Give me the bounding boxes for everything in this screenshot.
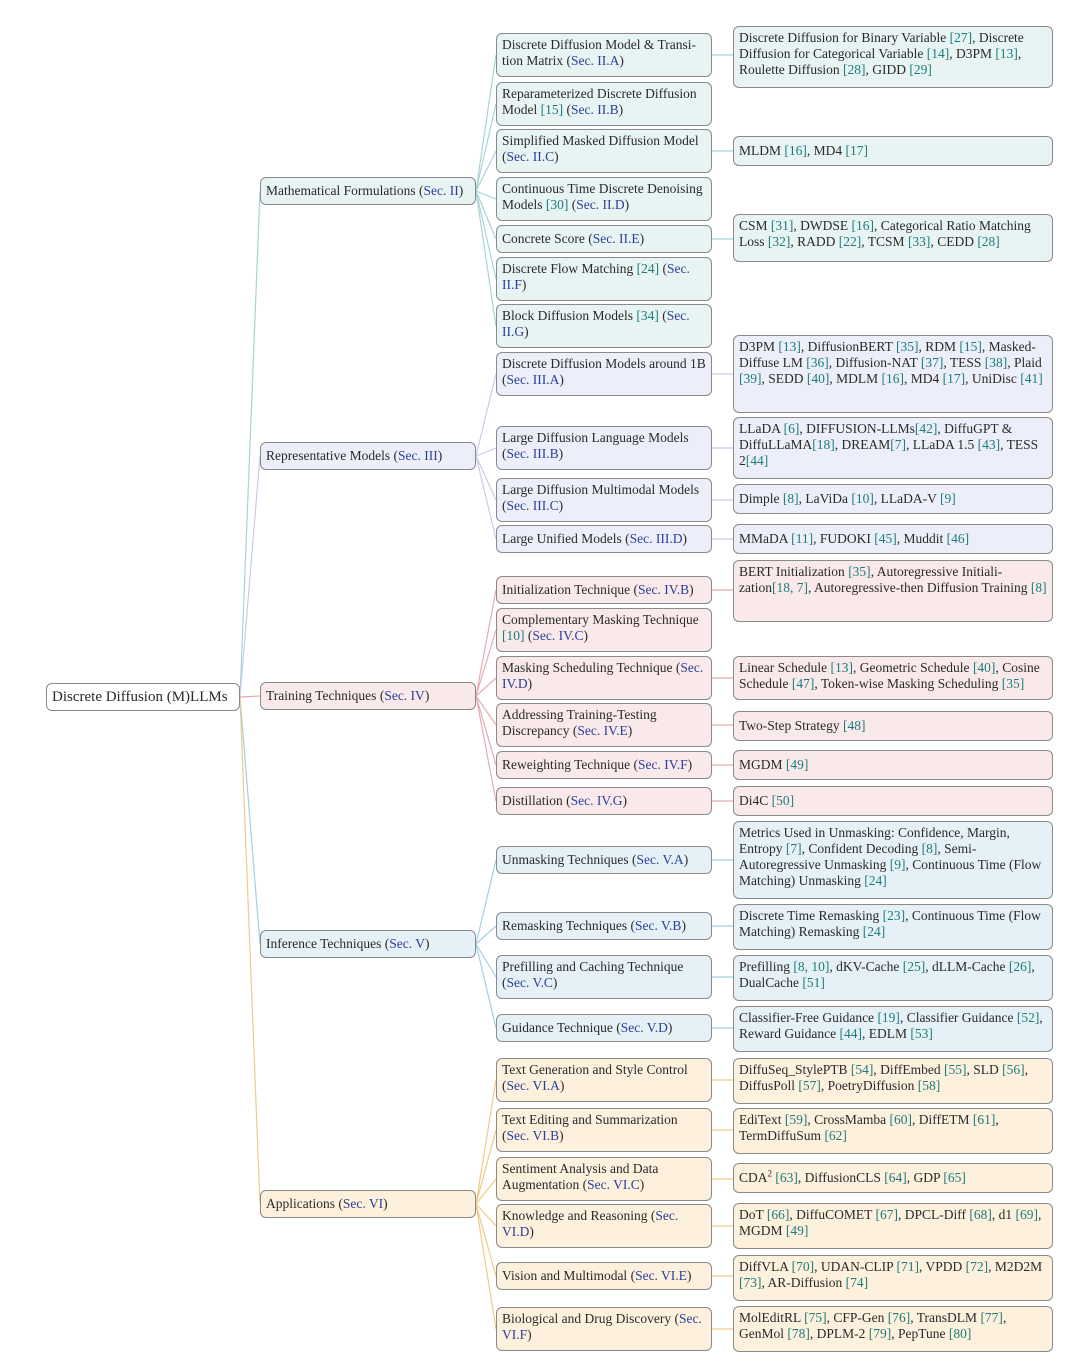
tree-edge (476, 456, 496, 500)
subcategory-app-2: Sentiment Analysis and Data Augmentation (Sec. VI.C) (496, 1157, 712, 1201)
leaf-app-4 (733, 1255, 1053, 1301)
subcategory-train-3: Addressing Training-Testing Discrepancy (Sec. IV.E) (496, 703, 712, 747)
node-label: Continuous Time Discrete Denoising Models [30] (502, 181, 703, 212)
subcategory-math-3: Continuous Time Discrete Denoising Models [30] (Sec. II.D) (496, 177, 712, 221)
root-node (46, 683, 240, 711)
leaf-inf-2 (733, 955, 1053, 1001)
tree-edge (240, 696, 260, 697)
section-ref: Sec. IV.F (638, 757, 688, 772)
tree-edge (240, 191, 260, 697)
section-ref: Sec. II.D (576, 197, 625, 212)
section-ref: Sec. IV.D (502, 660, 704, 691)
node-label: Text Editing and Summarization (502, 1112, 678, 1127)
leaf-rep-0 (733, 335, 1053, 413)
section-ref: Sec. III.C (506, 498, 559, 513)
subcategory-inf-2: Prefilling and Caching Technique (Sec. V.C) (496, 955, 712, 999)
node-label: Initialization Technique (502, 582, 631, 597)
section-ref: Sec. V (389, 936, 425, 951)
subcategory-rep-3: Large Unified Models (Sec. III.D) (496, 525, 712, 553)
subcategory-rep-1: Large Diffusion Language Models (Sec. III.B) (496, 426, 712, 470)
subcategory-app-0: Text Generation and Style Control (Sec. VI.A) (496, 1058, 712, 1102)
node-label: Discrete Diffusion Model & Transi-tion Matrix (502, 37, 696, 68)
leaf-train-0 (733, 560, 1053, 622)
tree-edge (476, 191, 496, 279)
subcategory-train-5: Distillation (Sec. IV.G) (496, 787, 712, 815)
subcategory-app-4: Vision and Multimodal (Sec. VI.E) (496, 1262, 712, 1290)
node-label: Mathematical Formulations (266, 183, 416, 198)
node-label: Block Diffusion Models [34] (502, 308, 659, 323)
node-label: Guidance Technique (502, 1020, 613, 1035)
category-math: Mathematical Formulations (Sec. II) (260, 177, 476, 205)
tree-edge (476, 944, 496, 1028)
section-ref: Sec. VI.D (502, 1208, 679, 1239)
node-label: Large Unified Models (502, 531, 622, 546)
leaf-train-2 (733, 656, 1053, 700)
leaf-text: LLaDA [6], DIFFUSION-LLMs[42], DiffuGPT & DiffuLLaMA[18], DREAM[7], LLaDA 1.5 [43], TESS 2[44] (739, 421, 1039, 468)
node-label: Distillation (502, 793, 563, 808)
node-label: Complementary Masking Technique [10] (502, 612, 699, 643)
leaf-text: MMaDA [11], FUDOKI [45], Muddit [46] (739, 531, 970, 546)
subcategory-train-2: Masking Scheduling Technique (Sec. IV.D) (496, 656, 712, 700)
section-ref: Sec. II (423, 183, 459, 198)
leaf-train-3 (733, 711, 1053, 741)
section-ref: Sec. II.F (502, 261, 690, 292)
subcategory-train-1: Complementary Masking Technique [10] (Sec. IV.C) (496, 608, 712, 652)
subcategory-math-4: Concrete Score (Sec. II.E) (496, 225, 712, 253)
section-ref: Sec. V.C (506, 975, 553, 990)
subcategory-math-1: Reparameterized Discrete Diffusion Model [15] (Sec. II.B) (496, 82, 712, 126)
category-rep: Representative Models (Sec. III) (260, 442, 476, 470)
tree-edge (476, 926, 496, 944)
subcategory-rep-2: Large Diffusion Multimodal Models (Sec. III.C) (496, 478, 712, 522)
section-ref: Sec. IV.C (532, 628, 584, 643)
leaf-text: MLDM [16], MD4 [17] (739, 143, 869, 158)
node-label: Vision and Multimodal (502, 1268, 628, 1283)
subcategory-inf-1: Remasking Techniques (Sec. V.B) (496, 912, 712, 940)
section-ref: Sec. V.A (636, 852, 684, 867)
section-ref: Sec. III.D (629, 531, 683, 546)
section-ref: Sec. II.G (502, 308, 690, 339)
node-label: Prefilling and Caching Technique (502, 959, 684, 974)
leaf-text: Prefilling [8, 10], dKV-Cache [25], dLLM-Cache [26], DualCache [51] (739, 959, 1035, 990)
tree-edge (476, 448, 496, 456)
subcategory-inf-3: Guidance Technique (Sec. V.D) (496, 1014, 712, 1042)
node-label: Knowledge and Reasoning (502, 1208, 648, 1223)
subcategory-math-6: Block Diffusion Models [34] (Sec. II.G) (496, 304, 712, 348)
node-label: Simplified Masked Diffusion Model (502, 133, 699, 148)
leaf-text: DiffuSeq_StylePTB [54], DiffEmbed [55], SLD [56], DiffusPoll [57], PoetryDiffusion [58] (739, 1062, 1029, 1093)
tree-edge (476, 696, 496, 801)
tree-edge (240, 697, 260, 944)
node-label: Discrete Diffusion Models around 1B (502, 356, 706, 371)
node-label: Sentiment Analysis and Data Augmentation (502, 1161, 659, 1192)
leaf-text: DoT [66], DiffuCOMET [67], DPCL-Diff [68], d1 [69], MGDM [49] (739, 1207, 1042, 1238)
section-ref: Sec. VI.B (506, 1128, 560, 1143)
node-label: Inference Techniques (266, 936, 382, 951)
subcategory-train-4: Reweighting Technique (Sec. IV.F) (496, 751, 712, 779)
leaf-train-4 (733, 750, 1053, 780)
leaf-rep-1 (733, 417, 1053, 479)
leaf-text: Metrics Used in Unmasking: Confidence, Margin, Entropy [7], Confident Decoding [8], Semi-Autoregressive Unmasking [9], Continuous Time (Flow Matching) Unmasking [24] (739, 825, 1042, 888)
leaf-text: BERT Initialization [35], Autoregressive Initiali-zation[18, 7], Autoregressive-then Diffusion Training [8] (739, 564, 1047, 595)
section-ref: Sec. VI.F (502, 1311, 702, 1342)
leaf-inf-1 (733, 904, 1053, 950)
leaf-text: Discrete Diffusion for Binary Variable [27], Discrete Diffusion for Categorical Variable [14], D3PM [13], Roulette Diffusion [28], GIDD [29] (739, 30, 1024, 77)
tree-edge (240, 456, 260, 697)
section-ref: Sec. II.A (571, 53, 620, 68)
node-label: Remasking Techniques (502, 918, 628, 933)
section-ref: Sec. III (397, 448, 438, 463)
section-ref: Sec. VI.C (587, 1177, 640, 1192)
category-inf: Inference Techniques (Sec. V) (260, 930, 476, 958)
subcategory-app-1: Text Editing and Summarization (Sec. VI.B) (496, 1108, 712, 1152)
category-app: Applications (Sec. VI) (260, 1190, 476, 1218)
node-label: Discrete Flow Matching [24] (502, 261, 660, 276)
tree-edge (476, 944, 496, 977)
tree-edge (476, 860, 496, 944)
tree-edge (476, 104, 496, 191)
node-label: Unmasking Techniques (502, 852, 629, 867)
leaf-text: EdiText [59], CrossMamba [60], DiffETM [61], TermDiffuSum [62] (739, 1112, 999, 1143)
leaf-text: CSM [31], DWDSE [16], Categorical Ratio Matching Loss [32], RADD [22], TCSM [33], CEDD [28] (739, 218, 1031, 249)
section-ref: Sec. VI.E (635, 1268, 687, 1283)
node-label: Concrete Score (502, 231, 585, 246)
node-label: Large Diffusion Language Models (502, 430, 689, 445)
leaf-text: Di4C [50] (739, 793, 795, 808)
leaf-text: MolEditRL [75], CFP-Gen [76], TransDLM [77], GenMol [78], DPLM-2 [79], PepTune [80] (739, 1310, 1007, 1341)
tree-edge (240, 697, 260, 1204)
tree-edge (476, 456, 496, 539)
tree-edge (476, 374, 496, 456)
leaf-app-1 (733, 1108, 1053, 1154)
section-ref: Sec. IV.B (638, 582, 690, 597)
section-ref: Sec. V.D (620, 1020, 668, 1035)
node-label: Training Techniques (266, 688, 377, 703)
subcategory-math-0: Discrete Diffusion Model & Transi-tion Matrix (Sec. II.A) (496, 33, 712, 77)
leaf-math-4 (733, 214, 1053, 262)
node-label: Reweighting Technique (502, 757, 631, 772)
leaf-train-5 (733, 786, 1053, 816)
leaf-math-2 (733, 136, 1053, 166)
leaf-text: Dimple [8], LaViDa [10], LLaDA-V [9] (739, 491, 956, 506)
section-ref: Sec. III.A (506, 372, 560, 387)
subcategory-train-0: Initialization Technique (Sec. IV.B) (496, 576, 712, 604)
tree-edge (476, 696, 496, 765)
leaf-text: CDA$^2$ [63], DiffusionCLS [64], GDP [65] (739, 1168, 966, 1185)
section-ref: Sec. VI (342, 1196, 384, 1211)
leaf-app-3 (733, 1203, 1053, 1249)
section-ref: Sec. IV.E (577, 723, 628, 738)
subcategory-math-5: Discrete Flow Matching [24] (Sec. II.F) (496, 257, 712, 301)
node-label: Applications (266, 1196, 335, 1211)
leaf-rep-3 (733, 524, 1053, 554)
section-ref: Sec. II.C (506, 149, 555, 164)
leaf-text: Discrete Time Remasking [23], Continuous Time (Flow Matching) Remasking [24] (739, 908, 1041, 939)
section-ref: Sec. II.E (592, 231, 640, 246)
tree-edge (476, 191, 496, 326)
leaf-text: D3PM [13], DiffusionBERT [35], RDM [15], Masked-Diffuse LM [36], Diffusion-NAT [37], TESS [38], Plaid [39], SEDD [40], MDLM [16], MD4 [17], UniDisc [41] (739, 339, 1043, 386)
root-label: Discrete Diffusion (M)LLMs (52, 689, 228, 705)
node-label: Addressing Training-Testing Discrepancy (502, 707, 657, 738)
leaf-inf-0 (733, 821, 1053, 899)
subcategory-app-5: Biological and Drug Discovery (Sec. VI.F) (496, 1307, 712, 1351)
category-train: Training Techniques (Sec. IV) (260, 682, 476, 710)
section-ref: Sec. VI.A (506, 1078, 560, 1093)
leaf-math-0 (733, 26, 1053, 88)
section-ref: Sec. IV.G (570, 793, 623, 808)
leaf-text: Two-Step Strategy [48] (739, 718, 866, 733)
node-label: Masking Scheduling Technique (502, 660, 673, 675)
leaf-text: Classifier-Free Guidance [19], Classifier Guidance [52], Reward Guidance [44], EDLM [53] (739, 1010, 1043, 1041)
subcategory-inf-0: Unmasking Techniques (Sec. V.A) (496, 846, 712, 874)
subcategory-app-3: Knowledge and Reasoning (Sec. VI.D) (496, 1204, 712, 1248)
leaf-text: MGDM [49] (739, 757, 809, 772)
leaf-text: Linear Schedule [13], Geometric Schedule [40], Cosine Schedule [47], Token-wise Masking Scheduling [35] (739, 660, 1040, 691)
subcategory-rep-0: Discrete Diffusion Models around 1B (Sec. III.A) (496, 352, 712, 396)
section-ref: Sec. II.B (571, 102, 619, 117)
leaf-rep-2 (733, 484, 1053, 514)
leaf-text: DiffVLA [70], UDAN-CLIP [71], VPDD [72], M2D2M [73], AR-Diffusion [74] (739, 1259, 1043, 1290)
section-ref: Sec. V.B (635, 918, 682, 933)
node-label: Reparameterized Discrete Diffusion Model [15] (502, 86, 697, 117)
node-label: Representative Models (266, 448, 391, 463)
leaf-app-5 (733, 1306, 1053, 1352)
section-ref: Sec. IV (384, 688, 425, 703)
node-label: Text Generation and Style Control (502, 1062, 688, 1077)
leaf-app-2 (733, 1163, 1053, 1193)
leaf-app-0 (733, 1058, 1053, 1104)
node-label: Large Diffusion Multimodal Models (502, 482, 700, 497)
node-label: Biological and Drug Discovery (502, 1311, 672, 1326)
section-ref: Sec. III.B (506, 446, 559, 461)
subcategory-math-2: Simplified Masked Diffusion Model (Sec. II.C) (496, 129, 712, 173)
leaf-inf-3 (733, 1006, 1053, 1052)
